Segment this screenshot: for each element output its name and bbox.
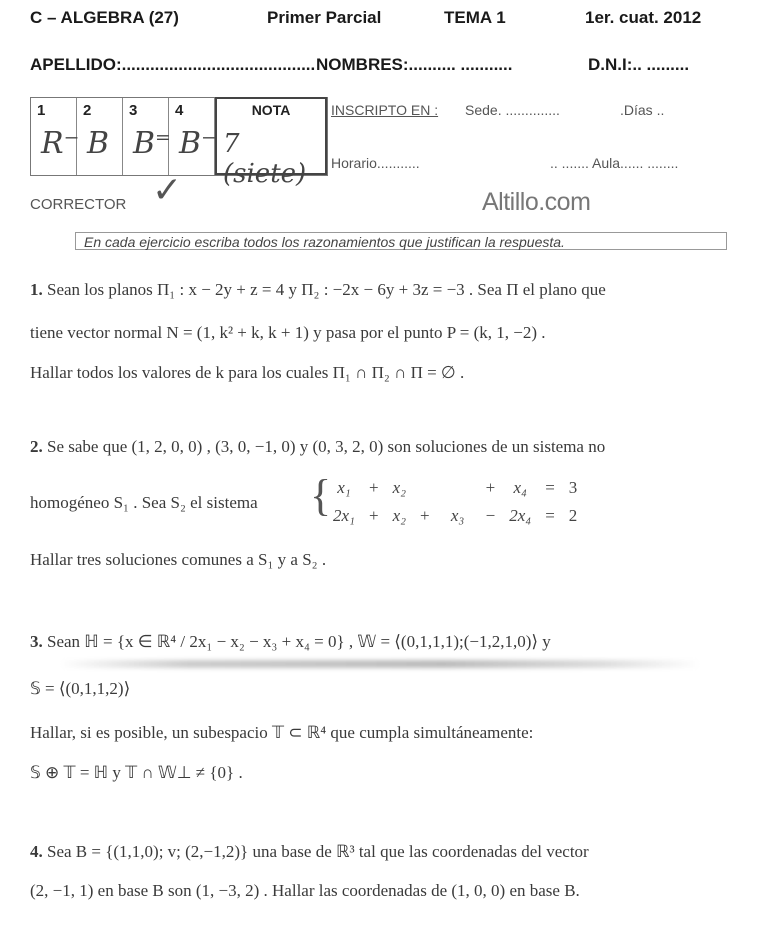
cell-number: 1 <box>37 102 46 119</box>
grade-grid <box>30 97 328 189</box>
problem-text: Hallar tres soluciones comunes a S₁ y a S₂ . <box>30 550 327 569</box>
nota-value: 7 (siete) <box>223 129 307 189</box>
nota-label: NOTA <box>251 102 291 118</box>
problem-text: Sean los planos Π₁ : x − 2y + z = 4 y Π₂ : −2x − 6y + 3z = −3 . Sea Π el plano que <box>47 280 606 299</box>
exam-name: Primer Parcial <box>267 8 382 27</box>
problem-text: 𝕊 = ⟨(0,1,1,2)⟩ <box>30 679 131 698</box>
problem-text: Hallar, si es posible, un subespacio 𝕋 ⊂ ℝ⁴ que cumpla simultáneamente: <box>30 723 534 742</box>
problem-text: Hallar todos los valores de k para los cuales Π₁ ∩ Π₂ ∩ Π = ∅ . <box>30 363 465 382</box>
problem-text: Se sabe que (1, 2, 0, 0) , (3, 0, −1, 0) y (0, 3, 2, 0) son soluciones de un sistema no <box>47 437 606 456</box>
cell-number: 3 <box>129 102 138 119</box>
dni-field: D.N.I:.. ......... <box>588 55 690 74</box>
problem-text: Sea B = {(1,1,0); v; (2,−1,2)} una base de ℝ³ tal que las coordenadas del vector <box>47 842 589 861</box>
left-brace-icon: { <box>310 471 332 520</box>
corrector-label: CORRECTOR <box>30 196 127 213</box>
nota-cell <box>215 97 327 189</box>
tema-label: TEMA 1 <box>444 8 506 27</box>
problem-text: Sean ℍ = {x ∈ ℝ⁴ / 2x₁ − x₂ − x₃ + x₄ = 0} , 𝕎 = ⟨(0,1,1,1);(−1,2,1,0)⟩ y <box>47 632 551 651</box>
check-mark-icon: ✓ <box>152 170 183 211</box>
term-label: 1er. cuat. 2012 <box>585 8 702 27</box>
handwritten-mark: B <box>87 126 110 161</box>
problem-number: 2. <box>30 437 43 456</box>
handwritten-mark: B⁻ <box>179 126 217 161</box>
equation-system <box>326 474 584 530</box>
inscripto-label: INSCRIPTO EN : <box>331 102 439 118</box>
apellido-field: APELLIDO:......................................... <box>30 55 316 74</box>
horario-field: Horario........... <box>331 155 420 171</box>
dias-field: .Días .. <box>620 102 665 118</box>
handwritten-mark: R⁻ <box>41 126 80 161</box>
problem-number: 1. <box>30 280 43 299</box>
scan-smudge <box>60 660 700 668</box>
problem-number: 3. <box>30 632 43 651</box>
problem-text: tiene vector normal N = (1, k² + k, k + 1) y pasa por el punto P = (k, 1, −2) . <box>30 323 546 342</box>
grade-cell-3 <box>123 98 169 175</box>
equation-row: 2x₁ + x₂ + x₃ − 2x₄ = 2 <box>333 506 578 525</box>
problem-number: 4. <box>30 842 43 861</box>
cell-number: 4 <box>175 102 184 119</box>
problem-text: homogéneo S₁ . Sea S₂ el sistema <box>30 493 258 512</box>
handwritten-mark: B⁼ <box>133 126 171 161</box>
course-title: C – ALGEBRA (27) <box>30 8 179 27</box>
watermark: Altillo.com <box>482 188 591 216</box>
instructions-box: En cada ejercicio escriba todos los razonamientos que justifican la respuesta. <box>75 232 727 250</box>
grade-cell-4 <box>169 98 215 175</box>
grade-cell-1 <box>31 98 80 175</box>
equation-row: x₁ + x₂ + x₄ = 3 <box>337 478 578 497</box>
grade-cell-2 <box>77 98 123 175</box>
aula-field: .. ....... Aula...... ........ <box>550 155 679 171</box>
problem-text: 𝕊 ⊕ 𝕋 = ℍ y 𝕋 ∩ 𝕎⊥ ≠ {0} . <box>30 763 243 782</box>
cell-number: 2 <box>83 102 92 119</box>
sede-field: Sede. .............. <box>465 102 560 118</box>
problem-text: (2, −1, 1) en base B son (1, −3, 2) . Hallar las coordenadas de (1, 0, 0) en base B. <box>30 881 580 900</box>
nombres-field: NOMBRES:.......... ........... <box>316 55 513 74</box>
